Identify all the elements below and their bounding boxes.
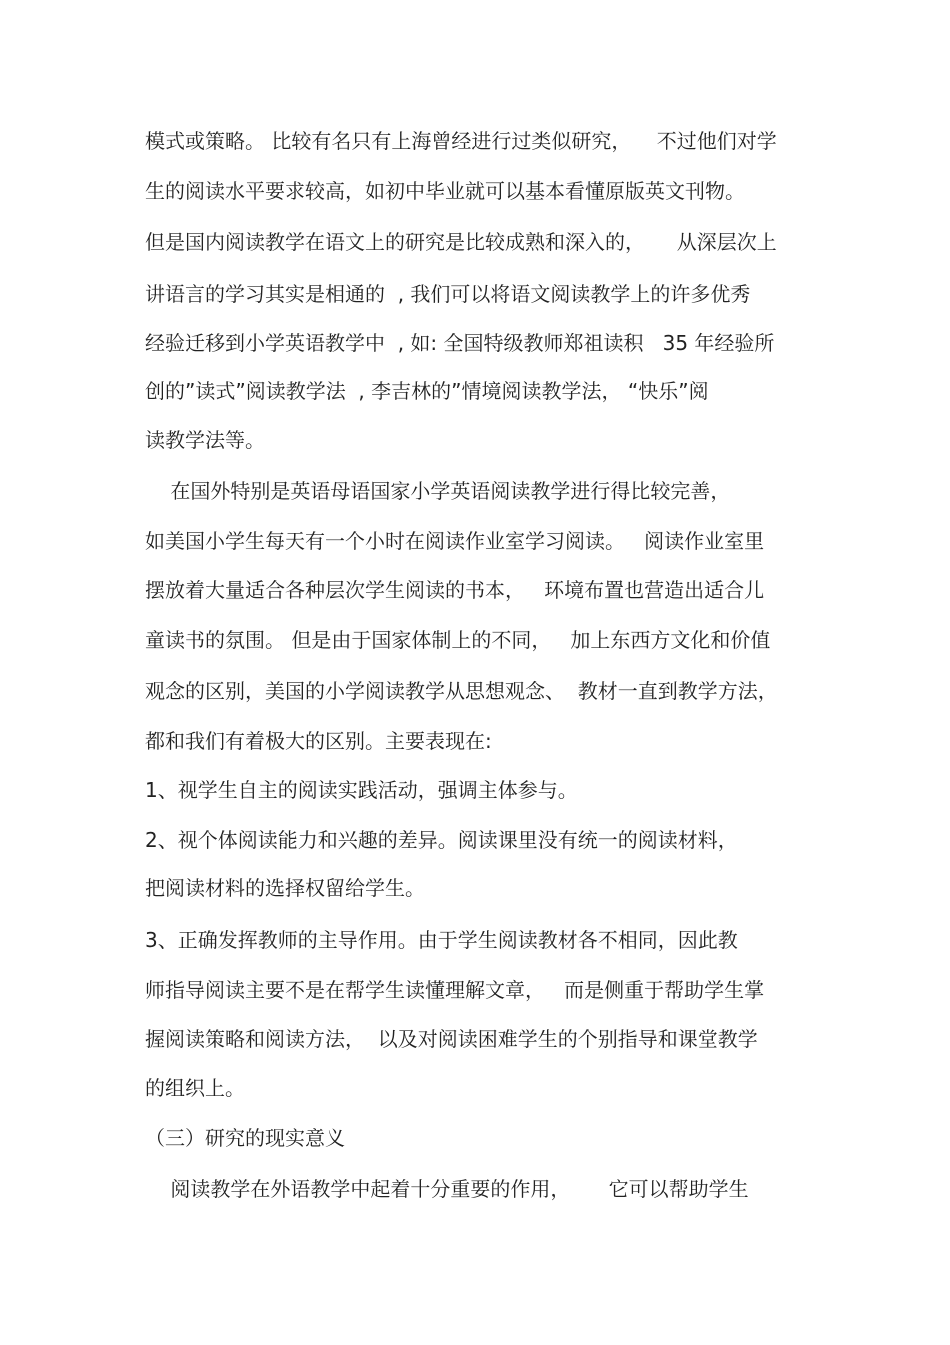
text-line-11: 童读书的氛围。 但是由于国家体制上的不同， 加上东西方文化和价值 — [145, 628, 771, 652]
list-item-3-cont-3: 的组织上。 — [145, 1076, 245, 1100]
text-line-7: 读教学法等。 — [145, 428, 265, 452]
list-item-3: 3、正确发挥教师的主导作用。由于学生阅读教材各不相同，因此教 — [145, 928, 738, 952]
list-item-2-cont: 把阅读材料的选择权留给学生。 — [145, 876, 425, 900]
text-line-2: 生的阅读水平要求较高，如初中毕业就可以基本看懂原版英文刊物。 — [145, 179, 745, 203]
text-line-13: 都和我们有着极大的区别。主要表现在: — [145, 729, 492, 753]
text-line-3: 但是国内阅读教学在语文上的研究是比较成熟和深入的， 从深层次上 — [145, 230, 777, 254]
list-item-2: 2、视个体阅读能力和兴趣的差异。阅读课里没有统一的阅读材料， — [145, 828, 738, 852]
text-line-1: 模式或策略。 比较有名只有上海曾经进行过类似研究， 不过他们对学 — [145, 129, 777, 153]
text-line-8: 在国外特别是英语母语国家小学英语阅读教学进行得比较完善， — [145, 479, 731, 503]
list-item-1: 1、视学生自主的阅读实践活动，强调主体参与。 — [145, 778, 578, 802]
text-line-last: 阅读教学在外语教学中起着十分重要的作用， 它可以帮助学生 — [145, 1177, 749, 1201]
text-line-6: 创的”读式”阅读教学法 , 李吉林的”情境阅读教学法， “快乐”阅 — [145, 379, 709, 403]
text-line-12: 观念的区别，美国的小学阅读教学从思想观念、 教材一直到教学方法， — [145, 679, 778, 703]
text-line-5: 经验迁移到小学英语教学中 , 如: 全国特级教师郑祖读积 35 年经验所 — [145, 331, 775, 355]
list-item-3-cont-2: 握阅读策略和阅读方法， 以及对阅读困难学生的个别指导和课堂教学 — [145, 1027, 758, 1051]
text-line-4: 讲语言的学习其实是相通的 , 我们可以将语文阅读教学上的许多优秀 — [145, 282, 751, 306]
text-line-10: 摆放着大量适合各种层次学生阅读的书本， 环境布置也营造出适合儿 — [145, 578, 765, 602]
list-item-3-cont-1: 师指导阅读主要不是在帮学生读懂理解文章， 而是侧重于帮助学生掌 — [145, 978, 765, 1002]
text-line-9: 如美国小学生每天有一个小时在阅读作业室学习阅读。 阅读作业室里 — [145, 529, 765, 553]
section-heading: （三）研究的现实意义 — [145, 1126, 345, 1150]
